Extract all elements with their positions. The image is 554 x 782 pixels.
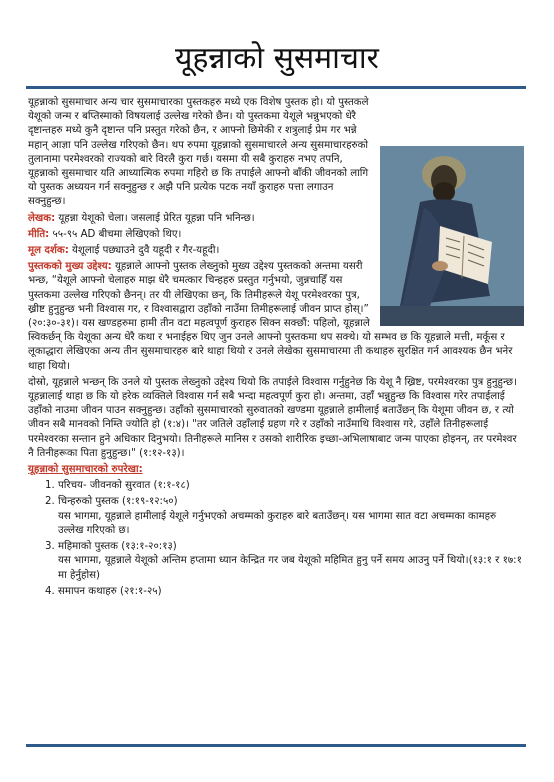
purpose-label: पुस्तकको मुख्य उद्देश्य: — [28, 261, 112, 273]
outline-item-desc: यस भागमा, यूहन्नाले येशूको अन्तिम हप्तामा ध्यान केन्द्रित गर जब येशूको महिमित हुनु पर्ने समय आउनु पर्ने थियो।(१३:१ र १७:१ मा हेर्नुहोस) — [58, 555, 522, 581]
date-text: ५५-९५ AD बीचमा लेखिएको थिए। — [49, 228, 182, 240]
outline-item — [58, 540, 524, 583]
second-paragraph: दोस्रो, यूहन्नाले भन्छन् कि उनले यो पुस्तक लेख्नुको उद्देश्य थियो कि तपाईले विश्वास गर्नुहुनेछ कि येशू नै ख्रिष्ट, परमेश्वरका पुत्र हुनुहुन्छ। यूहन्नालाई थाहा छ कि यो हरेक व्यक्तिले विश्वास गर्न सबै भन्दा महत्वपूर्ण कुरा हो। अन्तमा, उहाँ भन्नुहुन्छ कि विश्वास गरेर तपाईलाई उहाँको नाउमा जीवन पाउन सक्नुहुन्छ। उहाँको सुसमाचारको सुरुवातको खण्डमा यूहन्नाले हामीलाई बताउँछन् कि येशूमा जीवन छ, र त्यो जीवन सबै मानवको निम्ति ज्योति हो (१:४)। "तर जतिले उहाँलाई ग्रहण गरे र उहाँको नाउँमाथि विश्वास गरे, उहाँले तिनीहरूलाई परमेश्वरका सन्तान हुने अधिकार दिनुभयो। तिनीहरूले मानिस र उसको शारीरिक इच्छा-अभिलाषाबाट जन्म पाएका होइनन्, तर परमेश्वर नै तिनीहरूका पिता हुनुहुन्छ।" (१:१२-१३)। — [28, 376, 517, 459]
outline-item-label: समापन कथाहरु (२१:१-२५) — [58, 585, 162, 597]
top-divider — [26, 86, 526, 89]
outline-item — [58, 585, 524, 599]
purpose-text: यूहन्नाले आफ्नो पुस्तक लेख्नुको मुख्य उद्देश्य पुस्तकको अन्तमा यसरी भन्छ, “येशूले आफ्नो चेलाहरु माझ धेरै चमत्कार चिन्हहरु प्रस्तुत गर्नुभयो, जुन्नचाहिँ यस पुस्तकमा उल्लेख गरिएको छैनन्। तर यी लेखिएका छन्, कि तिमीहरूले येशू परमेश्वरका पुत्र, ख्रीष्ट हुनुहुन्छ भनी विश्वास गर, र विश्वासद्वारा उहाँको नाउँमा तिमीहरूलाई जीवन प्राप्त होस्।” (२०:३०-३१)। यस खण्डहरुमा हामी तीन वटा महत्वपूर्ण कुराहरु सिक्न सक्छौं: पहिलो, यूहन्नाले स्विकर्छन् कि येशूका अन्य धेरै कथा र भनाईहरु थिए जुन उनले आफ्नो पुस्तकमा थप सक्थे। यो सम्भव छ कि यूहन्नाले मत्ती, मर्कूस र लूकाद्धारा लेखिएका अन्य तीन सुसमाचारहरु बारे थाहा थियो र उनले लेखेका सुसमाचारमा ती कथाहरु सुरक्षित गर्न आवश्यक छैन भनेर थाहा थियो। — [28, 261, 513, 372]
outline-list — [28, 479, 524, 599]
bottom-divider — [26, 744, 526, 747]
john-evangelist-icon — [380, 146, 524, 326]
author-text: यूहन्ना येशूको चेला। जसलाई प्रेरित यूहन्ना पनि भनिन्छ। — [55, 212, 255, 224]
page-title: यूहन्नाको सुसमाचार — [175, 41, 379, 76]
outline-item-label: चिन्हरुको पुस्तक (१:१९-१२:५०) — [58, 496, 178, 508]
author-label: लेखक: — [28, 212, 56, 224]
audience-label: मूल दर्शक: — [28, 245, 69, 257]
document-body — [28, 96, 524, 601]
date-label: मीति: — [28, 228, 50, 240]
outline-heading: यूहन्नाको सुसमाचारको रुपरेखा: — [28, 464, 143, 476]
audience-text: येशूलाई पछ्याउने दुवै यहूदी र गैर-यहूदी। — [68, 245, 220, 257]
outline-item-desc: यस भागमा, यूहन्नाले हामीलाई येशूले गर्नुभएको अचम्मको कुराहरु बारे बताउँछन्। यस भागमा सात वटा अचम्मका कामहरु उल्लेख गरिएको छ। — [58, 510, 497, 536]
outline-item — [58, 479, 524, 493]
intro-paragraph: यूहन्नाको सुसमाचार अन्य चार सुसमाचारका पुस्तकहरु मध्ये एक विशेष पुस्तक हो। यो पुस्तकले येशूको जन्म र बप्तिस्माको विषयलाई उल्लेख गरेको छैन। यो पुस्तकमा येशूले भन्नुभएको धेरै दृष्टान्तहरु मध्ये कुनै दृष्टान्त पनि प्रस्तुत गरेको छैन, र आफ्नो छिमेकी र शत्रुलाई प्रेम गर भन्ने महान् आज्ञा पनि उल्लेख गरिएको छैन। थप रुपमा यूहन्नाको सुसमाचारले अन्य सुसमाचारहरुको तुलानामा परमेश्वरको राज्यको बारे विरलै कुरा गर्छ। यसमा यी सबै कुराहरु नभए तपनि, यूहन्नाको सुसमाचार यति आध्यात्मिक रुपमा गहिरो छ कि तपाईले आफ्नो बाँकी जीवनको लागि यो पुस्तक अध्ययन गर्न सक्नुहुन्छ र अझै पनि प्रत्येक पटक नयाँ कुराहरु पत्ता लगाउन सक्नुहुन्छ। — [28, 97, 369, 208]
outline-item-label: महिमाको पुस्तक (१३:१-२०:१३) — [58, 541, 177, 553]
outline-item — [58, 495, 524, 538]
outline-item-label: परिचय- जीवनको सुरवात (१:१-१८) — [58, 480, 190, 492]
